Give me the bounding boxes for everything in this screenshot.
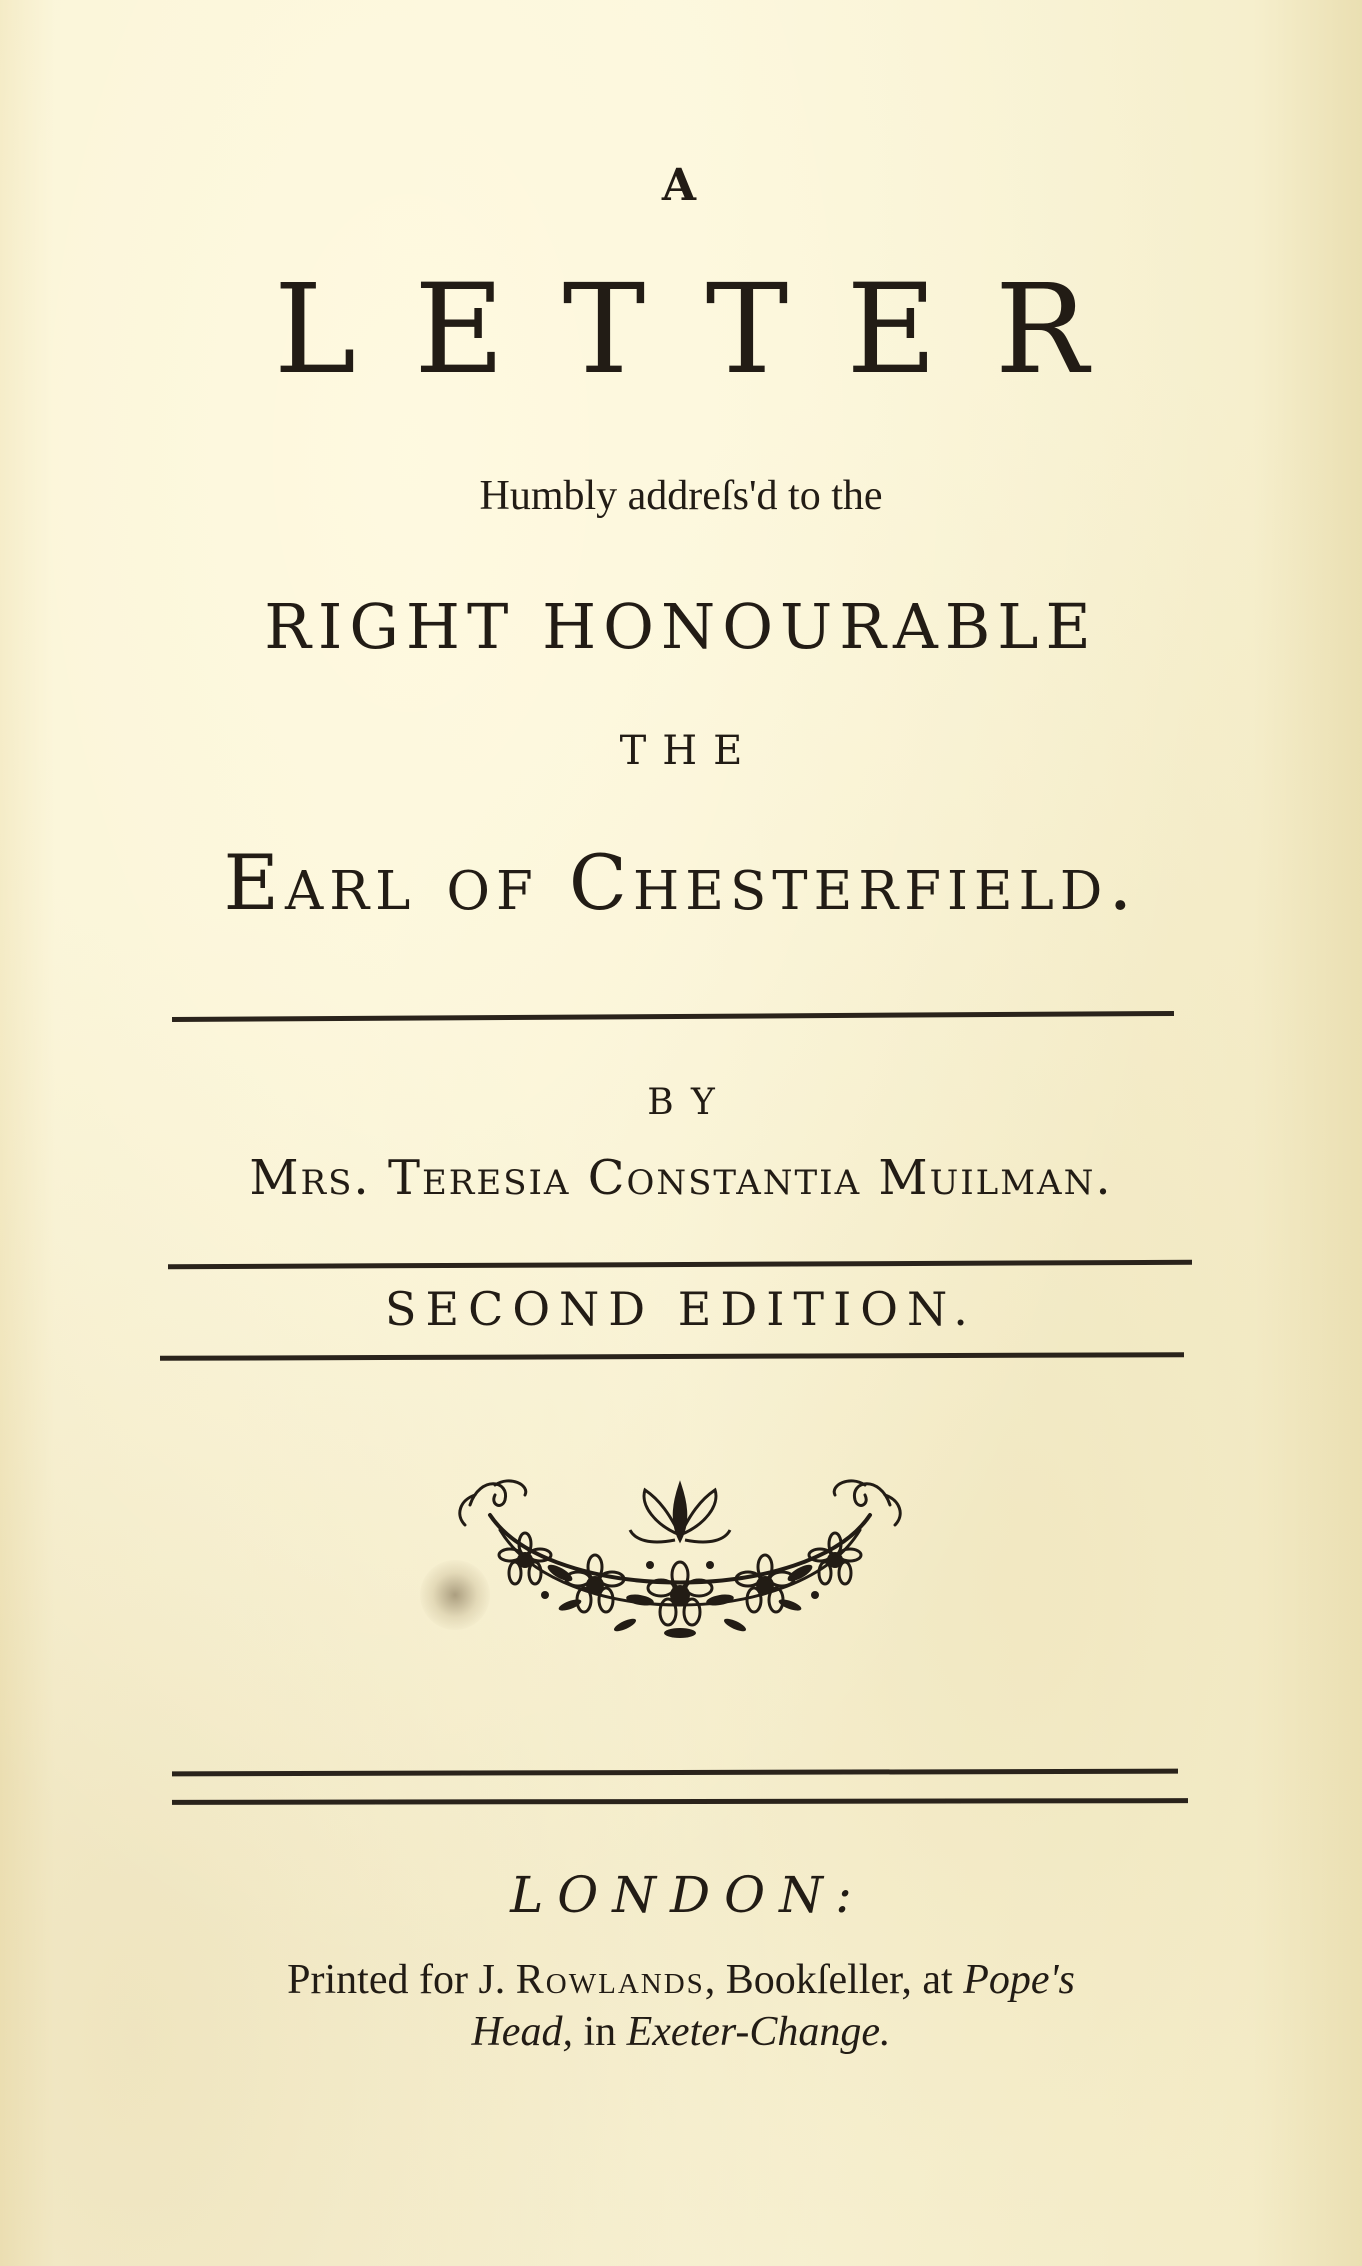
- author-name: Mrs. Teresia Constantia Muilman.: [249, 1150, 1113, 1206]
- recipient-article: THE: [619, 728, 759, 774]
- divider-rule: [172, 1011, 1174, 1022]
- paper-stain: [420, 1560, 490, 1630]
- recipient-name: Earl of Chesterfield.: [223, 838, 1139, 927]
- imprint-line-1: [0, 1956, 1362, 2004]
- imprint-city: LONDON:: [510, 1866, 866, 1924]
- imprint-printed-for: Printed for J.: [287, 1957, 506, 2003]
- imprint-rule-top: [172, 1769, 1178, 1777]
- imprint-location-prefix: in: [583, 2009, 617, 2055]
- imprint-printer: Rowlands: [515, 1957, 705, 2003]
- imprint-line-2: [0, 2008, 1362, 2056]
- imprint-location: Exeter-Change.: [626, 2009, 891, 2055]
- edition-rule-bottom: [160, 1352, 1184, 1361]
- floral-garland-icon: [450, 1455, 910, 1655]
- edition-label: SECOND EDITION.: [385, 1282, 977, 1336]
- subtitle: Humbly addreſs'd to the: [479, 473, 883, 519]
- main-title: LETTER: [273, 258, 1147, 402]
- imprint-sign-part1: Pope's: [963, 1957, 1075, 2003]
- title-article: A: [661, 160, 701, 211]
- imprint-rule-bottom: [172, 1798, 1188, 1805]
- edition-rule-top: [168, 1260, 1192, 1269]
- recipient-honorific: RIGHT HONOURABLE: [264, 590, 1098, 663]
- imprint-bookseller: , Bookſeller, at: [704, 1957, 953, 2003]
- imprint-sign-part2: Head,: [471, 2009, 573, 2055]
- byline-label: BY: [647, 1082, 733, 1123]
